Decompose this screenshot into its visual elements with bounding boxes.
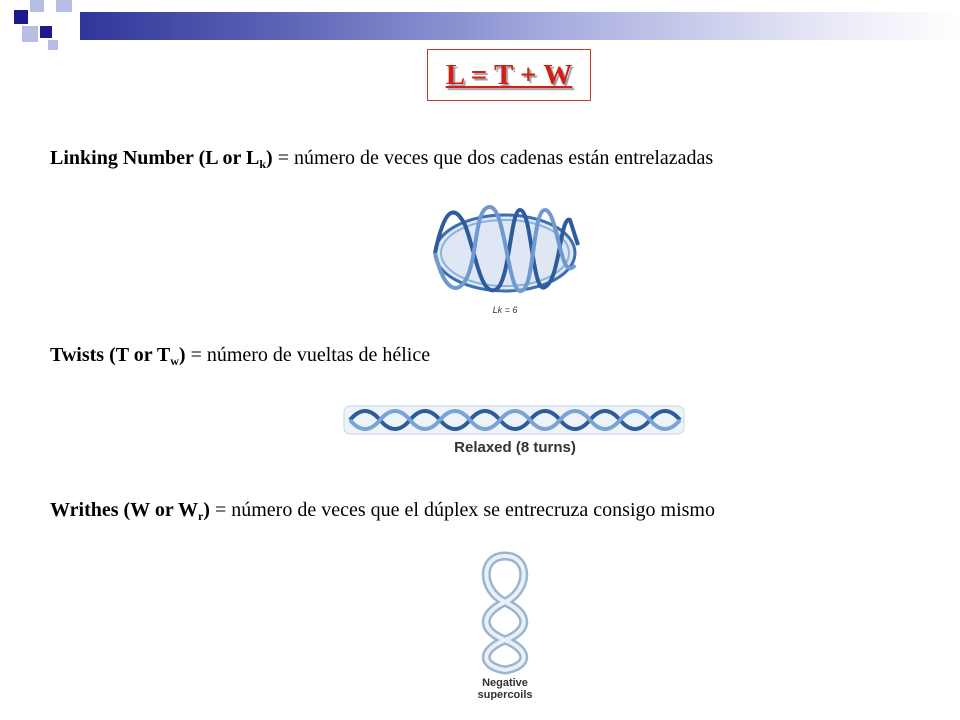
twists-figure: [340, 400, 690, 462]
writhes-figure-label-line1: Negative: [482, 677, 528, 689]
twists-term-prefix: Twists (T or T: [50, 344, 171, 366]
linking-definition: = número de veces que dos cadenas están entrelazadas: [272, 147, 714, 169]
header-gradient-bar: [80, 12, 960, 40]
writhes-definition: = número de veces que el dúplex se entrecruza consigo mismo: [209, 499, 715, 521]
twists-term: [50, 344, 186, 366]
linking-term-suffix: ): [266, 147, 273, 169]
twists-definition: = número de vueltas de hélice: [185, 344, 431, 366]
writhes-term: [50, 499, 210, 521]
corner-square-light-2: [22, 26, 38, 42]
writhes-line: [50, 499, 715, 524]
twists-term-suffix: ): [178, 344, 186, 366]
writhes-term-suffix: ): [203, 499, 210, 521]
writhes-figure-label-line2: supercoils: [477, 689, 533, 700]
corner-square-light-1: [30, 0, 44, 12]
corner-square-dark-1: [14, 10, 28, 24]
twists-figure-label: Relaxed (8 turns): [454, 439, 576, 456]
writhes-figure: [460, 550, 550, 700]
twists-term-sub: w: [170, 354, 179, 368]
slide-title: L = T + W: [445, 58, 573, 91]
twists-line: [50, 344, 430, 369]
title-box: [427, 49, 591, 101]
linking-term-prefix: Linking Number (L or L: [50, 147, 260, 169]
linking-figure-label: Lk = 6: [492, 305, 518, 315]
linking-term-sub: k: [259, 157, 267, 171]
corner-square-light-3: [56, 0, 72, 12]
linking-number-figure: [420, 195, 590, 320]
writhes-term-prefix: Writhes (W or W: [50, 499, 198, 521]
writhes-term-sub: r: [197, 509, 204, 523]
corner-square-dark-2: [40, 26, 52, 38]
linking-number-line: [50, 147, 713, 172]
linking-term: [50, 147, 273, 169]
corner-square-light-4: [48, 40, 58, 50]
